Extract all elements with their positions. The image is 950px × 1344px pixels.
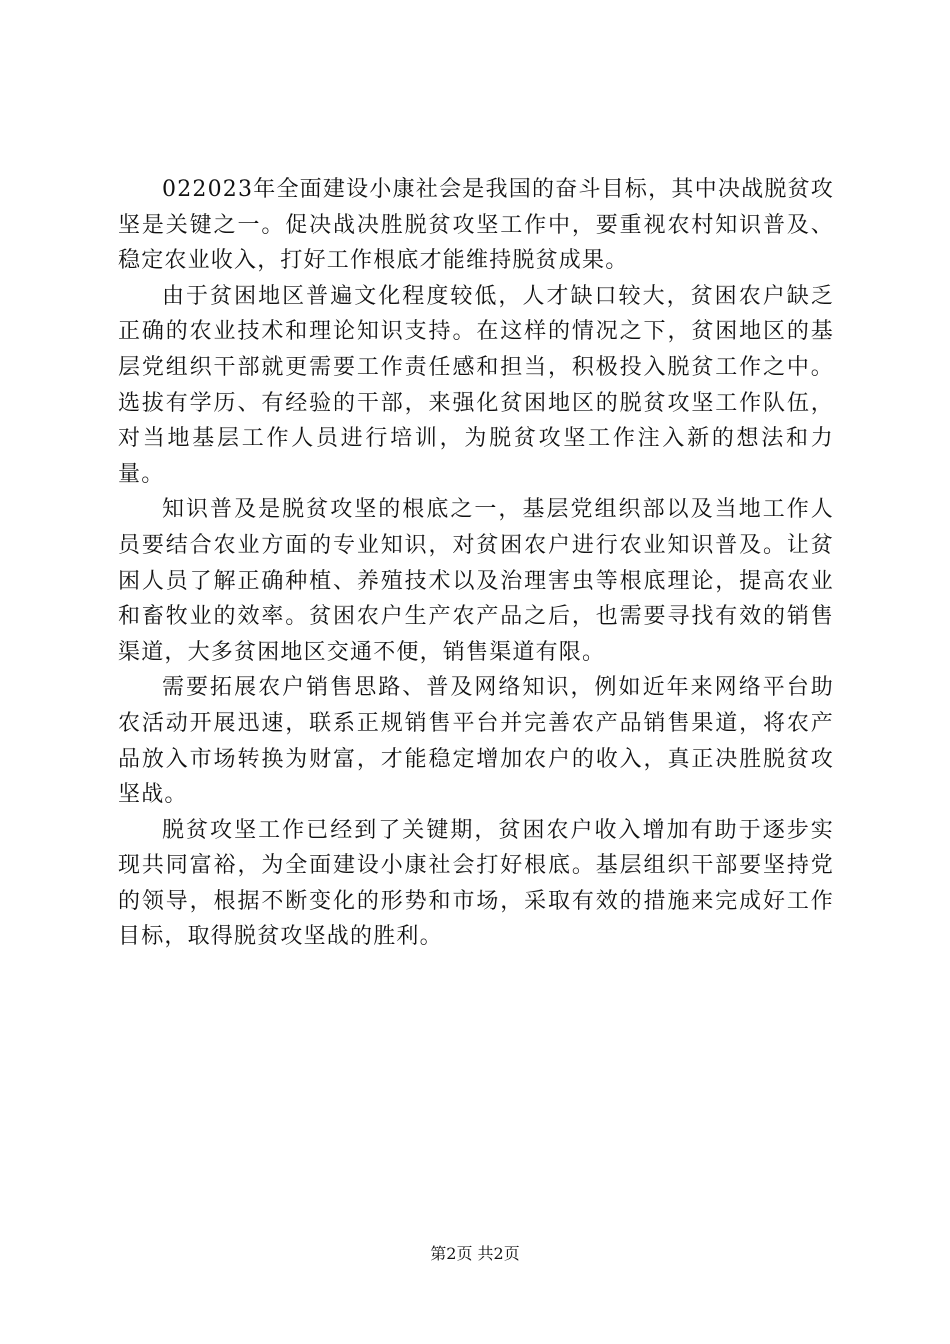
paragraph-5: 脱贫攻坚工作已经到了关键期，贫困农户收入增加有助于逐步实现共同富裕，为全面建设小康社会打好根底。基层组织干部要坚持党的领导，根据不断变化的形势和市场，采取有效的措施来完成好工作目标，取得脱贫攻坚战的胜利。 (118, 817, 834, 950)
paragraph-2: 由于贫困地区普遍文化程度较低，人才缺口较大，贫困农户缺乏正确的农业技术和理论知识支持。在这样的情况之下，贫困地区的基层党组织干部就更需要工作责任感和担当，积极投入脱贫工作之中。选拔有学历、有经验的干部，来强化贫困地区的脱贫攻坚工作队伍，对当地基层工作人员进行培训，为脱贫攻坚工作注入新的想法和力量。 (118, 283, 834, 487)
page-footer: 第2页 共2页 (430, 1244, 520, 1263)
paragraph-1: 022023年全面建设小康社会是我国的奋斗目标，其中决战脱贫攻坚是关键之一。促决战决胜脱贫攻坚工作中，要重视农村知识普及、稳定农业收入，打好工作根底才能维持脱贫成果。 (118, 177, 834, 274)
body-text (118, 172, 834, 955)
paragraph-4: 需要拓展农户销售思路、普及网络知识，例如近年来网络平台助农活动开展迅速，联系正规销售平台并完善农产品销售果道，将农产品放入市场转换为财富，才能稳定增加农户的收入，真正决胜脱贫攻坚战。 (118, 675, 834, 808)
paragraph-3: 知识普及是脱贫攻坚的根底之一，基层党组织部以及当地工作人员要结合农业方面的专业知识，对贫困农户进行农业知识普及。让贫困人员了解正确种植、养殖技术以及治理害虫等根底理论，提高农业和畜牧业的效率。贫困农户生产农产品之后，也需要寻找有效的销售渠道，大多贫困地区交通不便，销售渠道有限。 (118, 497, 834, 665)
